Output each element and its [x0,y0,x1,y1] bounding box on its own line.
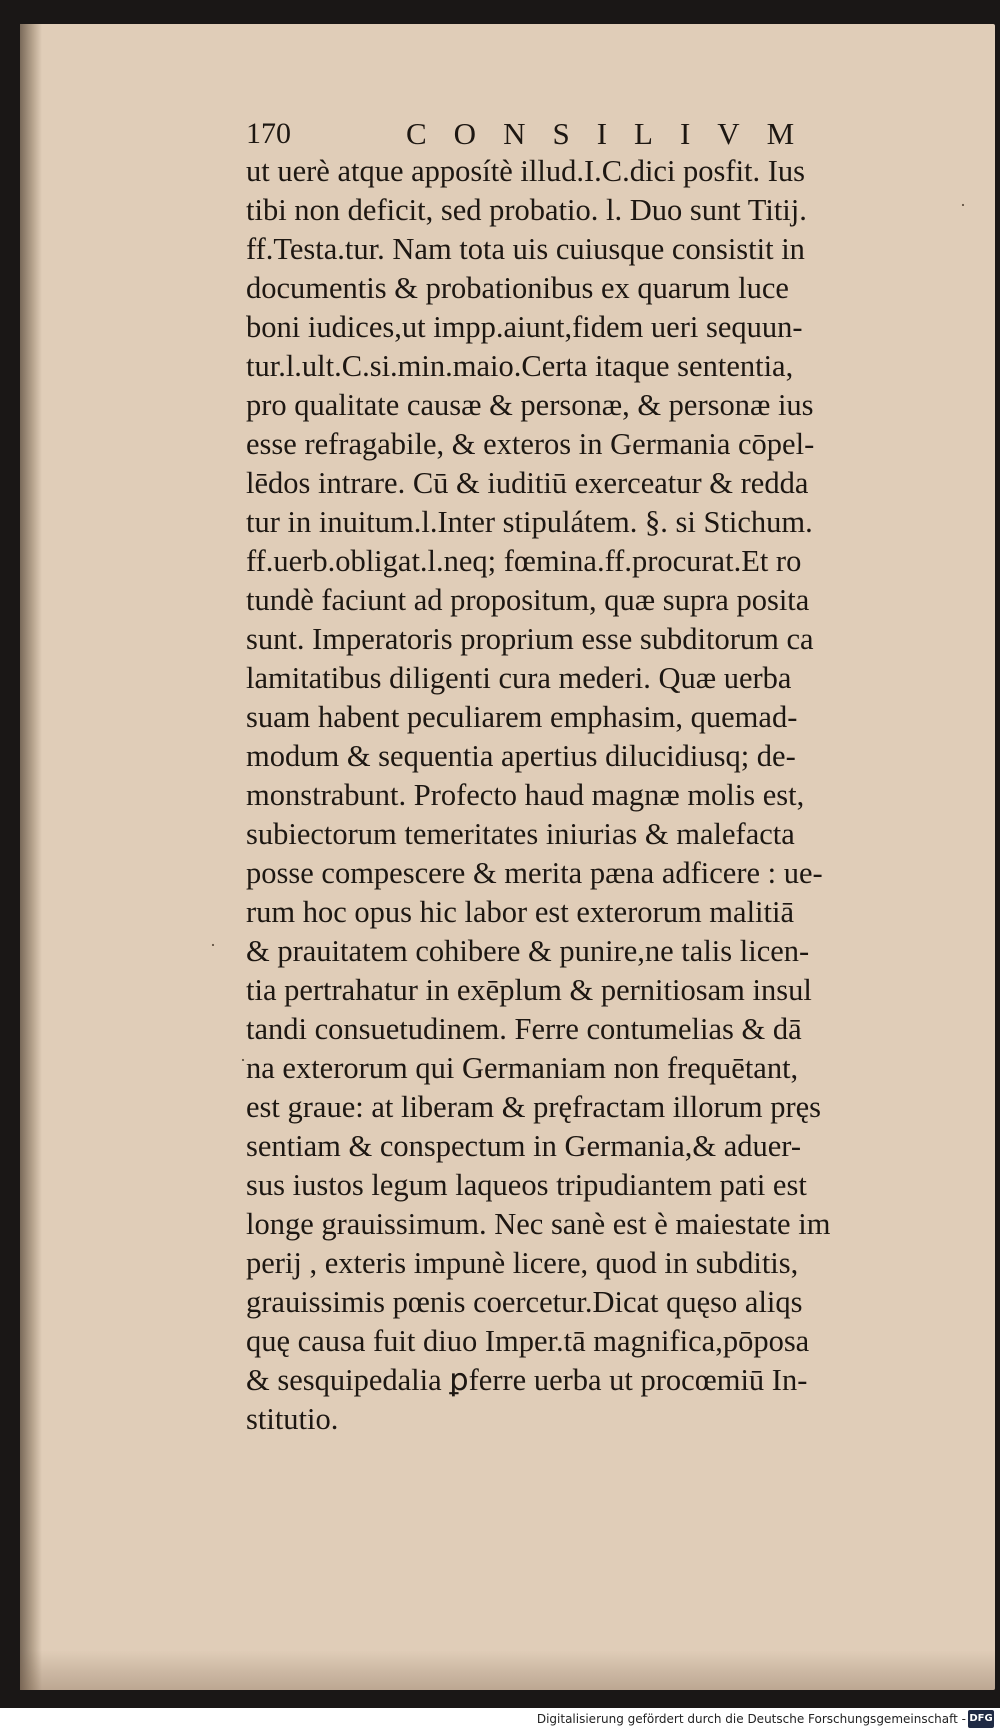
page-gutter-shadow [20,24,42,1690]
text-line: ut uerè atque apposítè illud.I.C.dici posfit. Ius [246,154,806,188]
page-bottom-shade [20,1650,995,1690]
text-line: & sesquipedalia ꝑferre uerba ut procœmiū In- [246,1363,808,1397]
text-line: longe grauissimum. Nec sanè est è maiestate im [246,1207,831,1241]
text-line: lamitatibus diligenti cura mederi. Quæ uerba [246,661,792,695]
text-line: suam habent peculiarem emphasim, quemad- [246,700,798,734]
text-line: monstrabunt. Profecto haud magnæ molis est, [246,778,805,812]
text-line: tundè faciunt ad propositum, quæ supra posita [246,583,810,617]
text-line: tandi consuetudinem. Ferre contumelias & dā [246,1012,802,1046]
text-line: sentiam & conspectum in Germania,& aduer- [246,1129,801,1163]
text-line: tibi non deficit, sed probatio. l. Duo sunt Titij. [246,193,807,227]
text-line: rum hoc opus hic labor est exterorum malitiā [246,895,795,929]
text-line: tur.l.ult.C.si.min.maio.Certa itaque sententia, [246,349,794,383]
digitization-credit: Digitalisierung gefördert durch die Deutsche Forschungsgemeinschaft - [536,1712,966,1726]
text-line: sus iustos legum laqueos tripudiantem pati est [246,1168,807,1202]
text-line: subiectorum temeritates iniurias & malefacta [246,817,795,851]
text-line: posse compescere & merita pæna adficere : ue- [246,856,823,890]
marginal-mark: · [210,935,216,955]
marginal-mark: · [960,195,966,215]
text-line: modum & sequentia apertius dilucidiusq; de- [246,739,796,773]
text-line: ff.Testa.tur. Nam tota uis cuiusque consistit in [246,232,805,266]
text-line: tia pertrahatur in exēplum & pernitiosam insul [246,973,812,1007]
text-line: grauissimis pœnis coercetur.Dicat quęso aliqs [246,1285,803,1319]
text-line: stitutio. [246,1402,339,1436]
text-line: documentis & probationibus ex quarum luce [246,271,789,305]
text-line: tur in inuitum.l.Inter stipulátem. §. si Stichum. [246,505,813,539]
text-line: lēdos intrare. Cū & iuditiū exerceatur & redda [246,466,809,500]
text-line: esse refragabile, & exteros in Germania cōpel- [246,427,815,461]
page-number: 170 [246,117,291,150]
text-line: quę causa fuit diuo Imper.tā magnifica,pōposa [246,1324,810,1358]
text-line: boni iudices,ut impp.aiunt,fidem ueri sequun- [246,310,803,344]
marginal-mark: · [240,1050,246,1070]
page-header [246,112,966,156]
text-line: est graue: at liberam & pręfractam illorum pręs [246,1090,822,1124]
text-line: sunt. Imperatoris proprium esse subditorum ca [246,622,814,656]
text-line: na exterorum qui Germaniam non frequētant, [246,1051,799,1085]
dfg-logo: DFG [968,1710,994,1728]
text-line: & prauitatem cohibere & punire,ne talis licen- [246,934,810,968]
body-text [246,152,951,1439]
text-line: perij , exteris impunè licere, quod in subditis, [246,1246,799,1280]
text-line: ff.uerb.obligat.l.neq; fœmina.ff.procurat.Et ro [246,544,802,578]
text-line: pro qualitate causæ & personæ, & personæ ius [246,388,814,422]
running-title: CONSILIVM [406,116,822,151]
